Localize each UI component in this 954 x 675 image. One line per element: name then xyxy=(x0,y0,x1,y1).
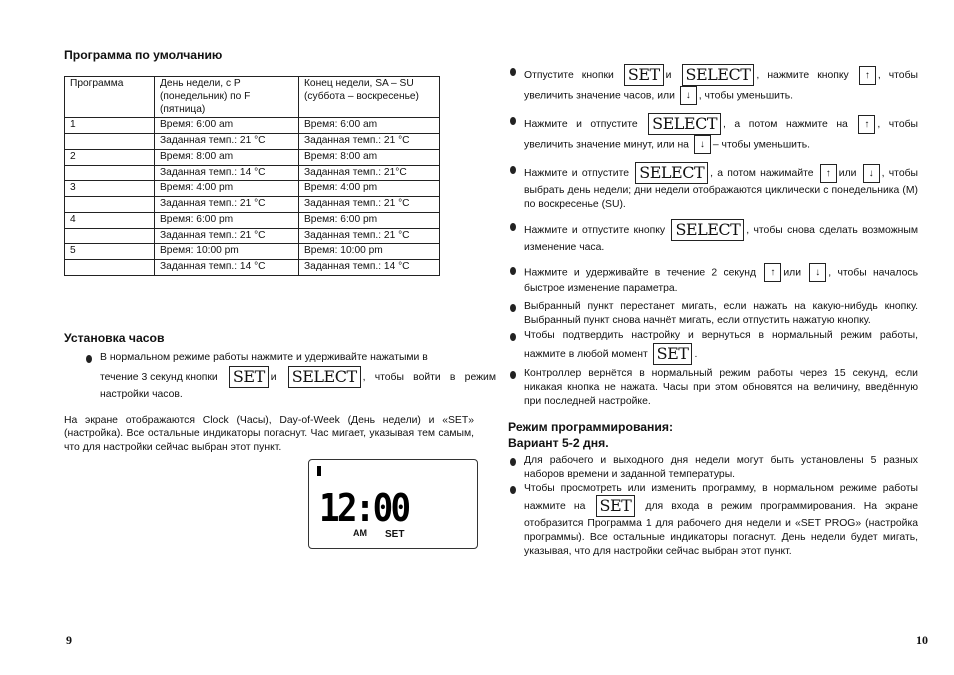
table-row xyxy=(65,134,440,150)
table-cell: Заданная темп.: 21 °C xyxy=(299,197,440,213)
set-button-icon: SET xyxy=(653,343,693,365)
clock-setup-section xyxy=(64,331,496,455)
table-cell: Заданная темп.: 14 °C xyxy=(299,260,440,276)
page-number-left: 9 xyxy=(66,633,72,647)
select-button-icon: SELECT xyxy=(671,219,744,241)
table-cell xyxy=(65,197,155,213)
table-cell: Заданная темп.: 21 °C xyxy=(299,134,440,150)
set-button-icon: SET xyxy=(624,64,664,86)
clock-setup-title: Установка часов xyxy=(64,331,165,345)
table-row xyxy=(65,228,440,244)
list-item: Нажмите и отпустите кнопку SELECT , чтобы снова сделать возможным изменение часа. xyxy=(508,219,918,255)
list-item: В нормальном режиме работы нажмите и удерживайте нажатыми в течение 3 секунд кнопки SET и SELECT , чтобы войти в режим настройки часов. xyxy=(84,351,496,402)
default-program-table xyxy=(64,76,440,276)
down-arrow-icon: ↓ xyxy=(680,86,697,105)
lcd-set: SET xyxy=(385,529,405,540)
table-cell: Время: 4:00 pm xyxy=(155,181,299,197)
bullet-icon xyxy=(510,371,516,379)
table-cell: Время: 6:00 pm xyxy=(299,212,440,228)
table-cell: Заданная темп.: 21 °C xyxy=(155,228,299,244)
table-cell: Заданная темп.: 21 °C xyxy=(155,197,299,213)
table-header-cell: Конец недели, SA – SU (суббота – воскресенье) xyxy=(299,77,440,118)
lcd-display xyxy=(308,459,478,549)
bullet-icon xyxy=(86,355,92,363)
table-header-cell: Программа xyxy=(65,77,155,118)
list-item: Нажмите и отпустите SELECT , а потом нажимайте ↑ или ↓ , чтобы выбрать день недели; дни недели отображаются циклически с понедельника (M) по воскресенье (SU). xyxy=(508,162,918,211)
table-cell: Заданная темп.: 21 °C xyxy=(155,134,299,150)
select-button-icon: SELECT xyxy=(648,113,721,135)
table-cell: 5 xyxy=(65,244,155,260)
programming-mode-subtitle: Вариант 5-2 дня. xyxy=(508,436,609,451)
select-button-icon: SELECT xyxy=(635,162,708,184)
lcd-time: 12:00 xyxy=(319,486,409,530)
table-cell: Время: 6:00 pm xyxy=(155,212,299,228)
table-row xyxy=(65,181,440,197)
table-cell: Время: 10:00 pm xyxy=(299,244,440,260)
left-page xyxy=(64,0,497,675)
clock-setup-paragraph: На экране отображаются Clock (Часы), Day-of-Week (День недели) и «SET» (настройка). Все остальные индикаторы погаснут. Час мигает, указывая тем самым, что для настройки сейчас выбран этот пункт. xyxy=(64,414,474,454)
down-arrow-icon: ↓ xyxy=(863,164,880,183)
table-cell: 4 xyxy=(65,212,155,228)
table-cell: 3 xyxy=(65,181,155,197)
table-cell: Время: 6:00 am xyxy=(155,118,299,134)
table-cell: 1 xyxy=(65,118,155,134)
set-button-icon: SET xyxy=(596,495,636,517)
table-row xyxy=(65,244,440,260)
down-arrow-icon: ↓ xyxy=(694,135,711,154)
table-cell: Заданная темп.: 21°C xyxy=(299,165,440,181)
table-row xyxy=(65,165,440,181)
up-arrow-icon: ↑ xyxy=(858,115,875,134)
bullet-icon xyxy=(510,223,516,231)
table-cell xyxy=(65,260,155,276)
table-cell: Время: 8:00 am xyxy=(155,149,299,165)
default-program-title: Программа по умолчанию xyxy=(64,48,223,62)
table-row xyxy=(65,149,440,165)
bullet-icon xyxy=(510,333,516,341)
bullet-icon xyxy=(510,486,516,494)
table-cell: 2 xyxy=(65,149,155,165)
table-cell: Время: 10:00 pm xyxy=(155,244,299,260)
bullet-icon xyxy=(510,458,516,466)
table-cell: Заданная темп.: 14 °C xyxy=(155,165,299,181)
table-cell xyxy=(65,228,155,244)
table-cell: Заданная темп.: 14 °C xyxy=(155,260,299,276)
table-cell: Время: 4:00 pm xyxy=(299,181,440,197)
right-page xyxy=(508,0,928,675)
list-item: Нажмите и удерживайте в течение 2 секунд ↑ или ↓ , чтобы началось быстрое изменение параметра. xyxy=(508,263,918,296)
list-item: Чтобы просмотреть или изменить программу, в нормальном режиме работы нажмите на SET для входа в режим программирования. На экране отобразится Программа 1 для рабочего дня недели и «SET PROG» (настройка программы). Все остальные индикаторы погаснут. День недели будет мигать, указывая, что для настройки сейчас выбран этот пункт. xyxy=(508,482,918,559)
list-item: Отпустите кнопки SET и SELECT , нажмите кнопку ↑ , чтобы увеличить значение часов, или ↓ , чтобы уменьшить. xyxy=(508,64,918,105)
table-cell xyxy=(65,165,155,181)
table-header-cell: День недели, с P (понедельник) по F (пятница) xyxy=(155,77,299,118)
table-row xyxy=(65,118,440,134)
clock-indicator-icon xyxy=(317,466,321,476)
table-row xyxy=(65,197,440,213)
bullet-icon xyxy=(510,166,516,174)
table-cell: Заданная темп.: 21 °C xyxy=(299,228,440,244)
list-item: Для рабочего и выходного дня недели могут быть установлены 5 разных наборов времени и заданной температуры. xyxy=(508,454,918,481)
programming-mode-title: Режим программирования: xyxy=(508,420,674,435)
table-row xyxy=(65,260,440,276)
set-button-icon: SET xyxy=(229,366,269,388)
bullet-icon xyxy=(510,117,516,125)
up-arrow-icon: ↑ xyxy=(859,66,876,85)
bullet-icon xyxy=(510,267,516,275)
bullet-icon xyxy=(510,68,516,76)
list-item: Нажмите и отпустите SELECT , а потом нажмите на ↑ , чтобы увеличить значение минут, или на ↓ – чтобы уменьшить. xyxy=(508,113,918,154)
table-header-row xyxy=(65,77,440,118)
up-arrow-icon: ↑ xyxy=(820,164,837,183)
down-arrow-icon: ↓ xyxy=(809,263,826,282)
table-cell: Время: 6:00 am xyxy=(299,118,440,134)
table-cell xyxy=(65,134,155,150)
table-row xyxy=(65,212,440,228)
select-button-icon: SELECT xyxy=(682,64,755,86)
list-item: Чтобы подтвердить настройку и вернуться в нормальный режим работы, нажмите в любой момент SET . xyxy=(508,329,918,365)
select-button-icon: SELECT xyxy=(288,366,361,388)
up-arrow-icon: ↑ xyxy=(764,263,781,282)
list-item: Выбранный пункт перестанет мигать, если нажать на какую-нибудь кнопку. Выбранный пункт снова начнёт мигать, если отпустить нажатую кнопку. xyxy=(508,300,918,327)
lcd-am: AM xyxy=(353,528,367,538)
page-number-right: 10 xyxy=(916,633,928,647)
list-item: Контроллер вернётся в нормальный режим работы через 15 секунд, если никакая кнопка не нажата. Часы при этом обновятся на величину, введённую при последней настройке. xyxy=(508,367,918,408)
bullet-icon xyxy=(510,304,516,312)
table-cell: Время: 8:00 am xyxy=(299,149,440,165)
